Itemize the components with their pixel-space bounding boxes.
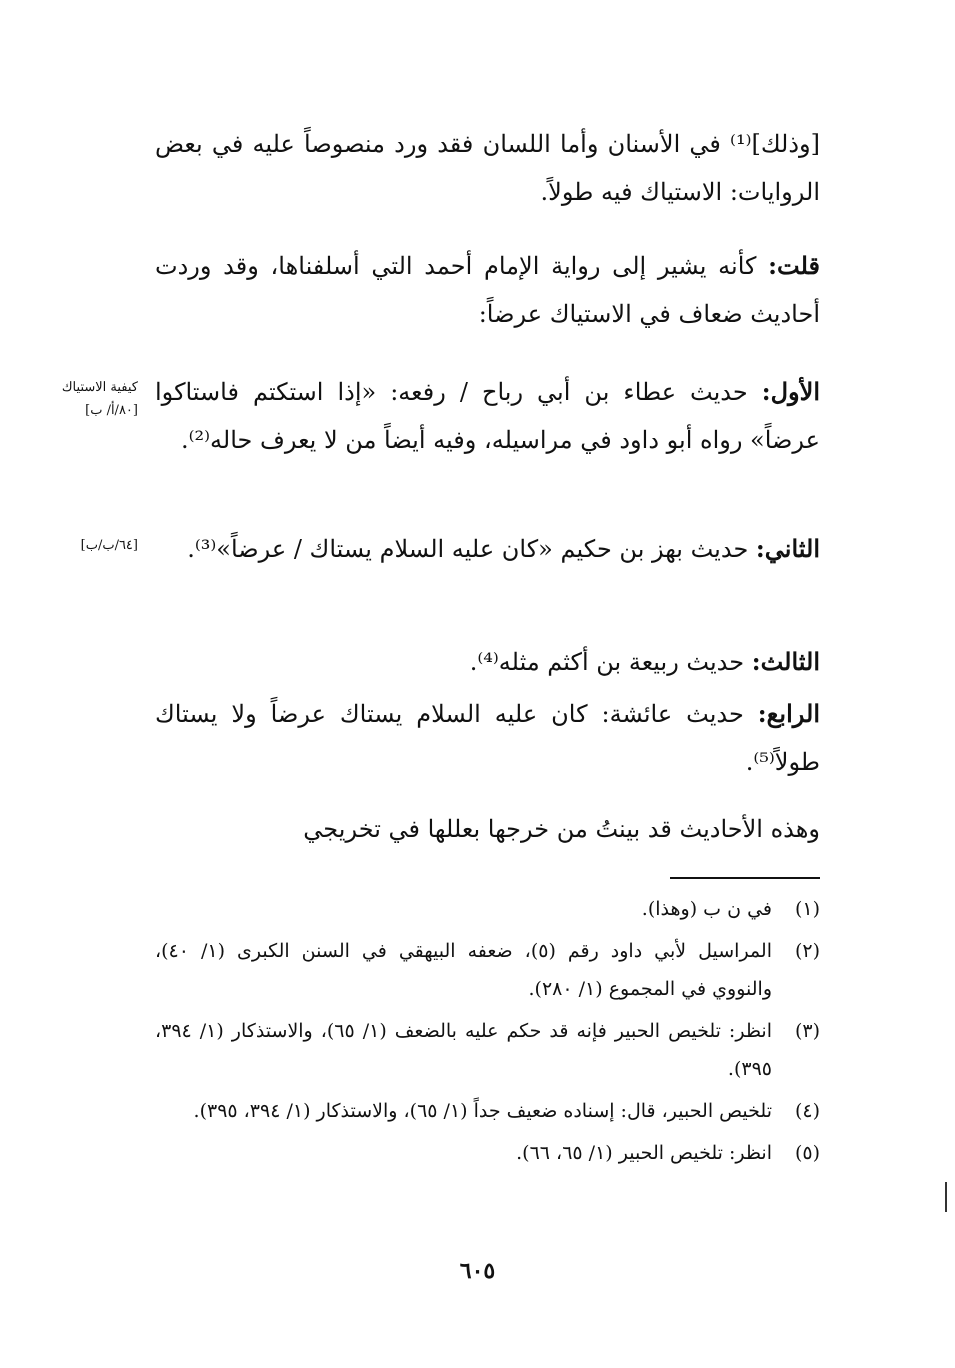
paragraph-fourth-lead: الرابع: <box>757 699 820 728</box>
paragraph-first-lead: الأول: <box>761 377 820 406</box>
paragraph-fourth-text: حديث عائشة: كان عليه السلام يستاك عرضاً ولا يستاك طولاً⁽⁵⁾. <box>155 700 820 776</box>
margin-note-folio-2: [٦٤/ب/ب] <box>80 538 138 553</box>
paragraph-qultu <box>155 242 820 338</box>
footnote-text: انظر: تلخيص الحبير (١/ ٦٥، ٦٦). <box>516 1142 772 1164</box>
paragraph-closing <box>155 805 820 853</box>
footnote-3 <box>155 1012 820 1088</box>
footnote-5 <box>155 1134 820 1172</box>
paragraph-qultu-lead: قلت: <box>768 251 820 280</box>
footnote-text: تلخيص الحبير، قال: إسناده ضعيف جداً (١/ ٦٥)، والاستذكار (١/ ٣٩٤، ٣٩٥). <box>193 1100 772 1122</box>
footnote-number: (٣) <box>794 1020 820 1042</box>
paragraph-fourth-hadith <box>155 690 820 786</box>
paragraph-third-text: حديث ربيعة بن أكثم مثله⁽⁴⁾. <box>469 648 752 676</box>
margin-note-folio-1: [٨٠/أ/ ب] <box>85 403 138 418</box>
paragraph-first-text: حديث عطاء بن أبي رباح / رفعه: «إذا استكتم فاستاكوا عرضاً» رواه أبو داود في مراسيله، وفيه أيضاً من لا يعرف حاله⁽²⁾. <box>155 378 820 454</box>
footnote-number: (٥) <box>794 1142 820 1164</box>
footnote-text: في ن ب (وهذا). <box>641 898 772 920</box>
paragraph-intro-text: [وذلك]⁽¹⁾ في الأسنان وأما اللسان فقد ورد منصوصاً عليه في بعض الروايات: الاستياك فيه طولاً. <box>155 130 820 206</box>
paragraph-third-hadith <box>155 638 820 686</box>
footnotes-section <box>155 890 820 1176</box>
margin-note-heading: كيفية الاستياك <box>61 380 138 395</box>
paragraph-second-hadith <box>155 525 820 573</box>
footnote-1 <box>155 890 820 928</box>
paragraph-second-text: حديث بهز بن حكيم «كان عليه السلام يستاك / عرضاً»⁽³⁾. <box>187 535 756 563</box>
page-number: ٦٠٥ <box>459 1258 496 1284</box>
footnote-divider <box>670 877 820 879</box>
scan-edge-mark <box>945 1182 947 1212</box>
footnote-number: (١) <box>794 898 820 920</box>
footnote-4 <box>155 1092 820 1130</box>
footnote-number: (٤) <box>794 1100 820 1122</box>
paragraph-first-hadith <box>155 368 820 464</box>
paragraph-third-lead: الثالث: <box>751 647 820 676</box>
paragraph-closing-text: وهذه الأحاديث قد بينتُ من خرجها بعللها في تخريجي <box>303 815 820 843</box>
paragraph-qultu-text: كأنه يشير إلى رواية الإمام أحمد التي أسلفناها، وقد وردت أحاديث ضعاف في الاستياك عرضاً: <box>155 252 820 328</box>
footnote-text: انظر: تلخيص الحبير فإنه قد حكم عليه بالضعف (١/ ٦٥)، والاستذكار (١/ ٣٩٤، ٣٩٥). <box>155 1020 772 1080</box>
paragraph-second-lead: الثاني: <box>755 534 820 563</box>
footnote-2 <box>155 932 820 1008</box>
footnote-text: المراسيل لأبي داود رقم (٥)، ضعفه البيهقي في السنن الكبرى (١/ ٤٠)، والنووي في المجموع (١/ ٢٨٠). <box>155 940 772 1000</box>
paragraph-intro <box>155 120 820 216</box>
footnote-number: (٢) <box>794 940 820 962</box>
